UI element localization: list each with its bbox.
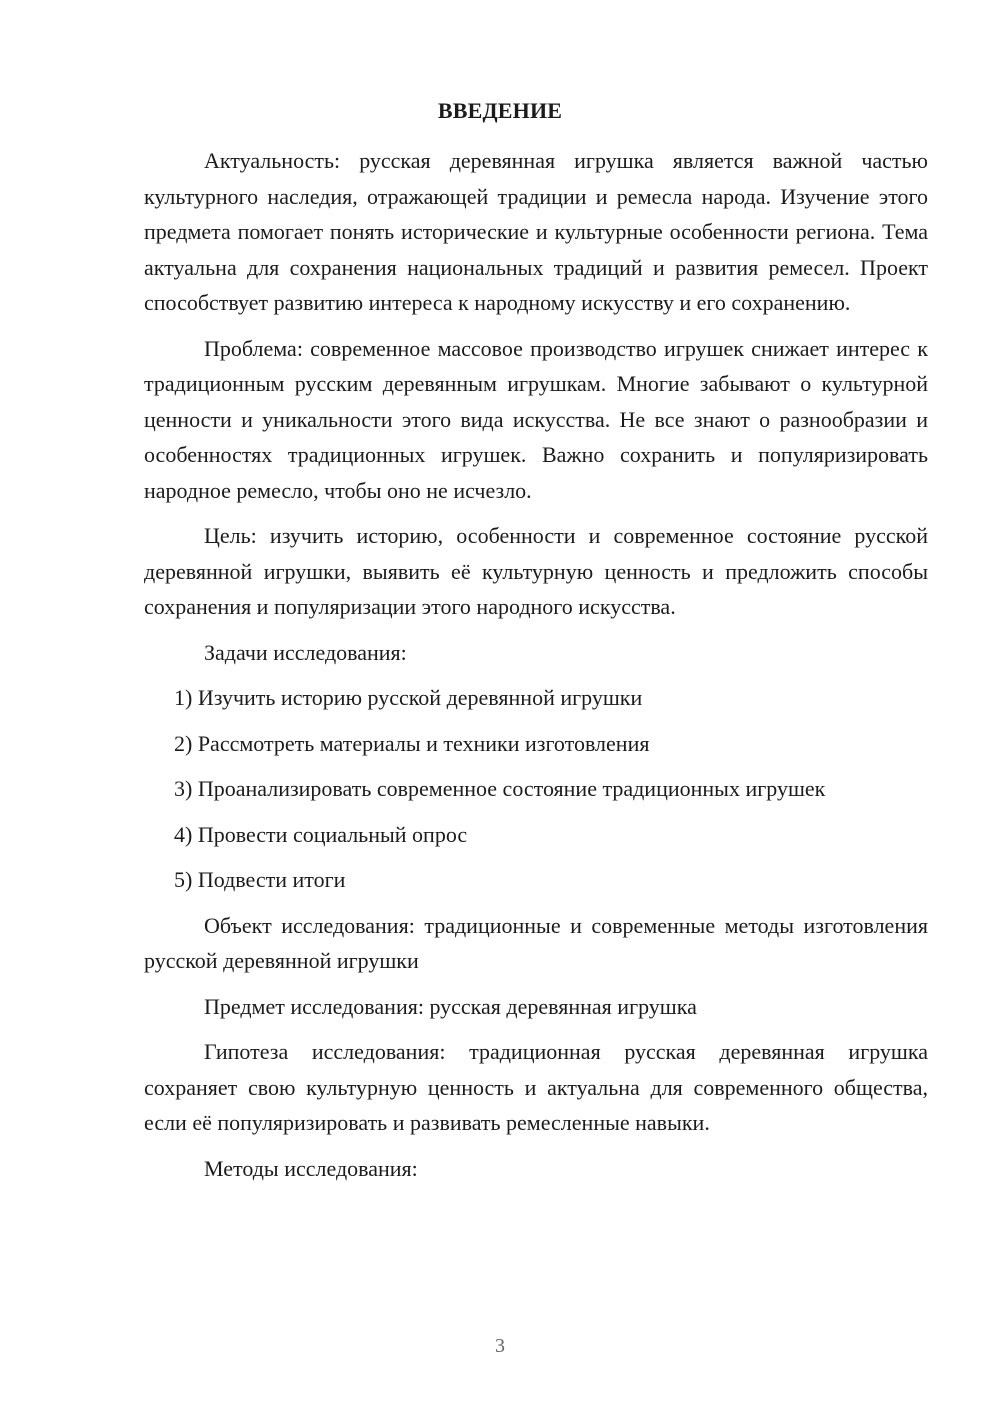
page-number: 3 [495, 1335, 505, 1357]
paragraph-subject: Предмет исследования: русская деревянная игрушка [204, 993, 697, 1019]
paragraph-relevance: Актуальность: русская деревянная игрушка является важной частью культурного наследия, отражающей традиции и ремесла народа. Изучение этого предмета помогает понять исторические и культурные особенности региона. Тема актуальна для сохранения национальных традиций и развития ремесел. Проект способствует развитию интереса к народному искусству и его сохранению. [144, 148, 928, 315]
page-title: ВВЕДЕНИЕ [437, 98, 563, 123]
paragraph-methods: Методы исследования: [204, 1155, 418, 1181]
list-item: 2) Рассмотреть материалы и техники изготовления [174, 730, 650, 756]
paragraph-hypothesis: Гипотеза исследования: традиционная русская деревянная игрушка сохраняет свою культурную ценность и актуальна для современного общества, если её популяризировать и развивать ремесленные навыки. [144, 1039, 928, 1135]
list-item: 5) Подвести итоги [174, 867, 346, 892]
paragraph-object: Объект исследования: традиционные и современные методы изготовления русской деревянной игрушки [144, 912, 928, 973]
tasks-heading: Задачи исследования: [204, 639, 407, 665]
paragraph-goal: Цель: изучить историю, особенности и современное состояние русской деревянной игрушки, выявить её культурную ценность и предложить способы сохранения и популяризации этого народного искусства. [144, 523, 928, 619]
list-item: 4) Провести социальный опрос [174, 821, 468, 847]
list-item: 3) Проанализировать современное состояние традиционных игрушек [174, 776, 826, 801]
list-item: 1) Изучить историю русской деревянной игрушки [174, 685, 643, 710]
page-body [144, 143, 928, 1196]
paragraph-problem: Проблема: современное массовое производство игрушек снижает интерес к традиционным русским деревянным игрушкам. Многие забывают о культурной ценности и уникальности этого вида искусства. Не все знают о разнообразии и особенностях традиционных игрушек. Важно сохранить и популяризировать народное ремесло, чтобы оно не исчезло. [144, 335, 928, 503]
tasks-list [144, 680, 928, 898]
